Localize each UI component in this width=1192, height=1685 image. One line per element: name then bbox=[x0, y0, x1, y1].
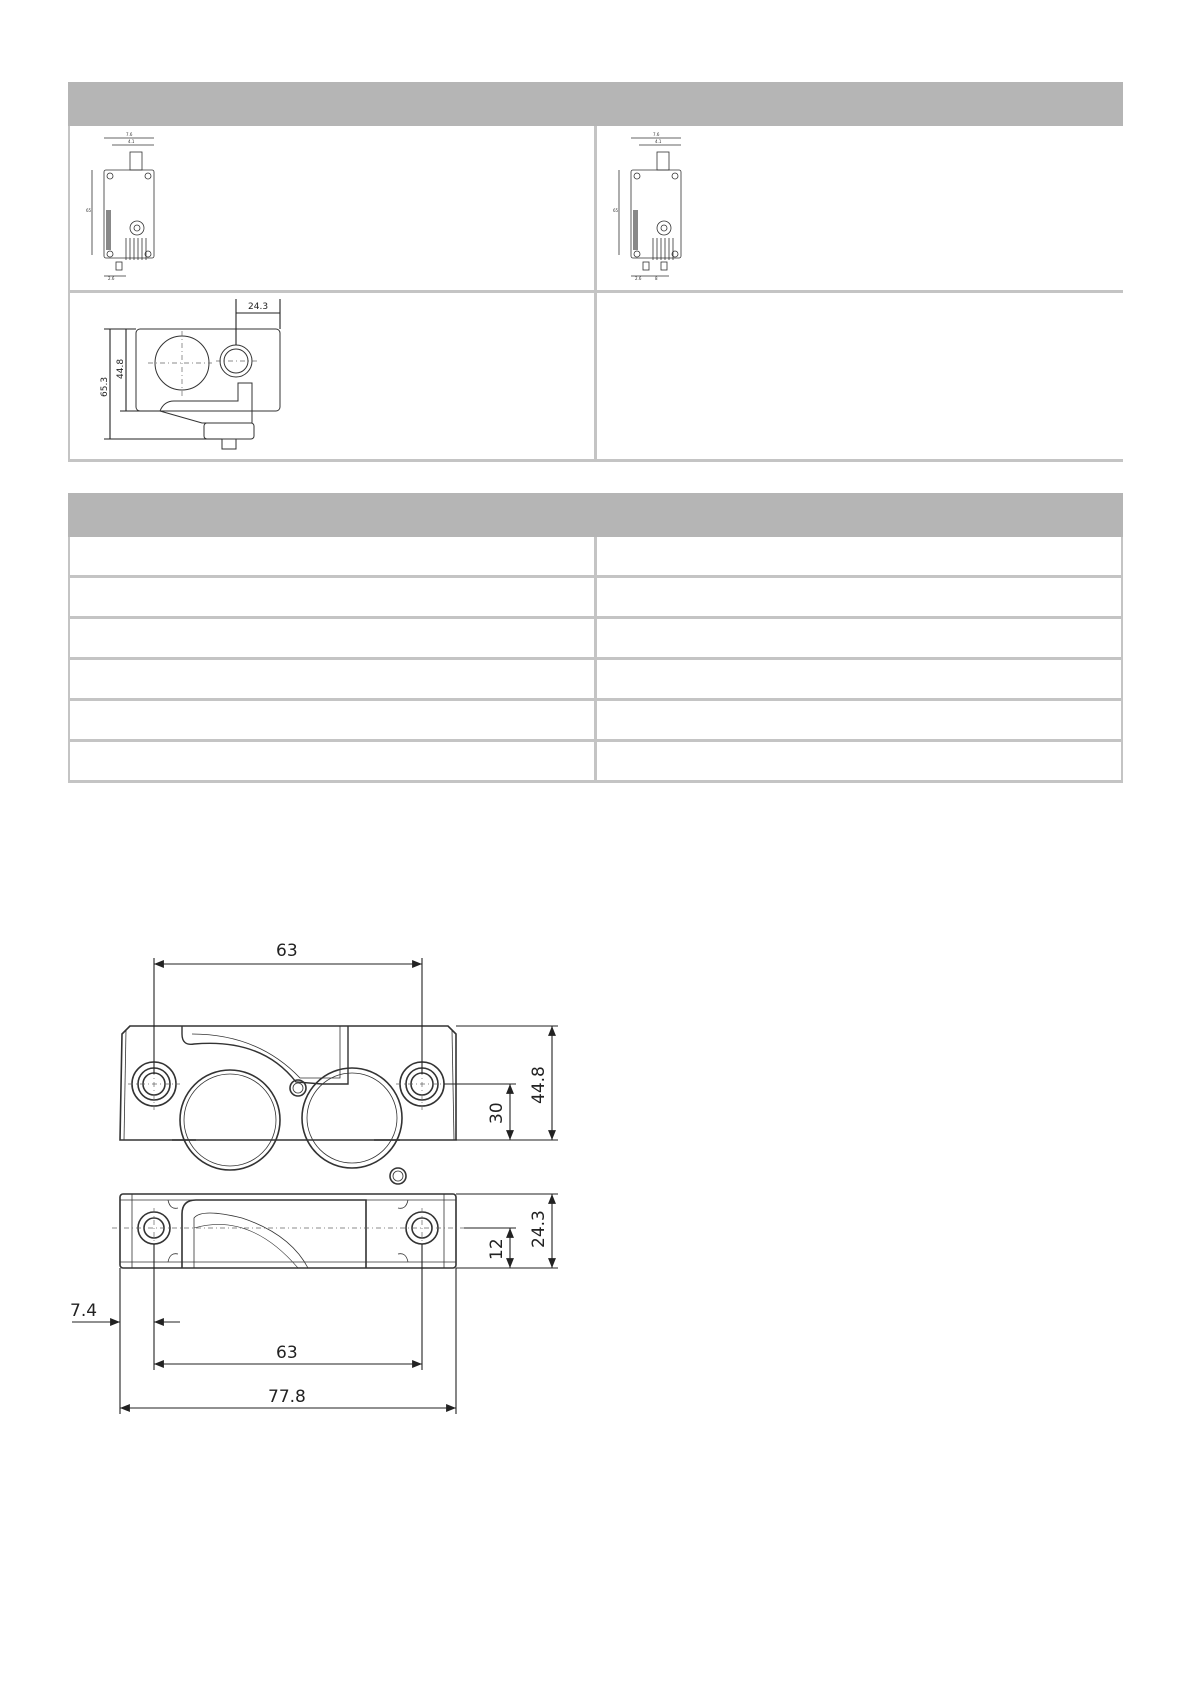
table-row bbox=[68, 660, 1123, 701]
dim-top-width: 63 bbox=[276, 941, 298, 961]
table-row bbox=[68, 537, 1123, 578]
thumb-left-dim-1: 7.6 bbox=[126, 132, 133, 137]
side-dimension-lines bbox=[72, 1194, 558, 1414]
rear-view-thumbnail bbox=[609, 130, 709, 290]
side-dim-top: 24.3 bbox=[248, 302, 269, 312]
table-cell-value bbox=[597, 701, 1123, 739]
empty-drawing-cell bbox=[597, 293, 1123, 462]
table-cell-key bbox=[70, 742, 597, 780]
specs-table bbox=[68, 493, 1123, 783]
dim-side-offset: 12 bbox=[487, 1238, 507, 1260]
thumb-right-dim-2: 4.1 bbox=[655, 139, 662, 144]
table-cell-key bbox=[70, 701, 597, 739]
side-view-body bbox=[120, 1194, 456, 1268]
thumb-right-dim-5: 8 bbox=[655, 276, 658, 281]
thumb-left-dim-2: 4.1 bbox=[128, 139, 135, 144]
table-cell-value bbox=[597, 660, 1123, 698]
thumb-left-dim-4: 2.6 bbox=[108, 276, 115, 281]
table-row bbox=[68, 742, 1123, 783]
drawings-panel bbox=[68, 82, 1123, 462]
side-view-drawing bbox=[82, 293, 312, 459]
dim-side-height: 24.3 bbox=[529, 1210, 549, 1248]
dim-edge-offset: 7.4 bbox=[70, 1301, 98, 1321]
table-row bbox=[68, 578, 1123, 619]
thumb-right-dim-1: 7.6 bbox=[653, 132, 660, 137]
side-view-cell bbox=[70, 293, 597, 462]
front-view-body bbox=[120, 1026, 456, 1184]
front-view-thumbnail bbox=[82, 130, 182, 290]
table-cell-key bbox=[70, 578, 597, 616]
table-cell-key bbox=[70, 660, 597, 698]
table-cell-value bbox=[597, 537, 1123, 575]
thumb-left-dim-3: 65 bbox=[86, 208, 92, 213]
table-row bbox=[68, 701, 1123, 742]
main-technical-drawing bbox=[52, 938, 572, 1538]
side-dim-outer: 65.3 bbox=[100, 376, 110, 397]
table-row bbox=[68, 619, 1123, 660]
rear-view-thumbnail-cell bbox=[597, 126, 1123, 293]
table-cell-value bbox=[597, 619, 1123, 657]
drawings-header-bar bbox=[68, 82, 1123, 126]
table-cell-key bbox=[70, 619, 597, 657]
table-cell-value bbox=[597, 742, 1123, 780]
specs-table-header-bar bbox=[68, 493, 1123, 537]
drawings-grid bbox=[68, 126, 1123, 462]
table-cell-value bbox=[597, 578, 1123, 616]
dim-height-outer: 44.8 bbox=[529, 1066, 549, 1104]
side-dim-inner: 44.8 bbox=[116, 358, 126, 379]
front-view-thumbnail-cell bbox=[70, 126, 597, 293]
dim-height-inner: 30 bbox=[487, 1102, 507, 1124]
table-cell-key bbox=[70, 537, 597, 575]
dim-hole-spacing: 63 bbox=[276, 1343, 298, 1363]
thumb-right-dim-4: 2.6 bbox=[635, 276, 642, 281]
thumb-right-dim-3: 65 bbox=[613, 208, 619, 213]
dim-total-width: 77.8 bbox=[268, 1387, 306, 1407]
